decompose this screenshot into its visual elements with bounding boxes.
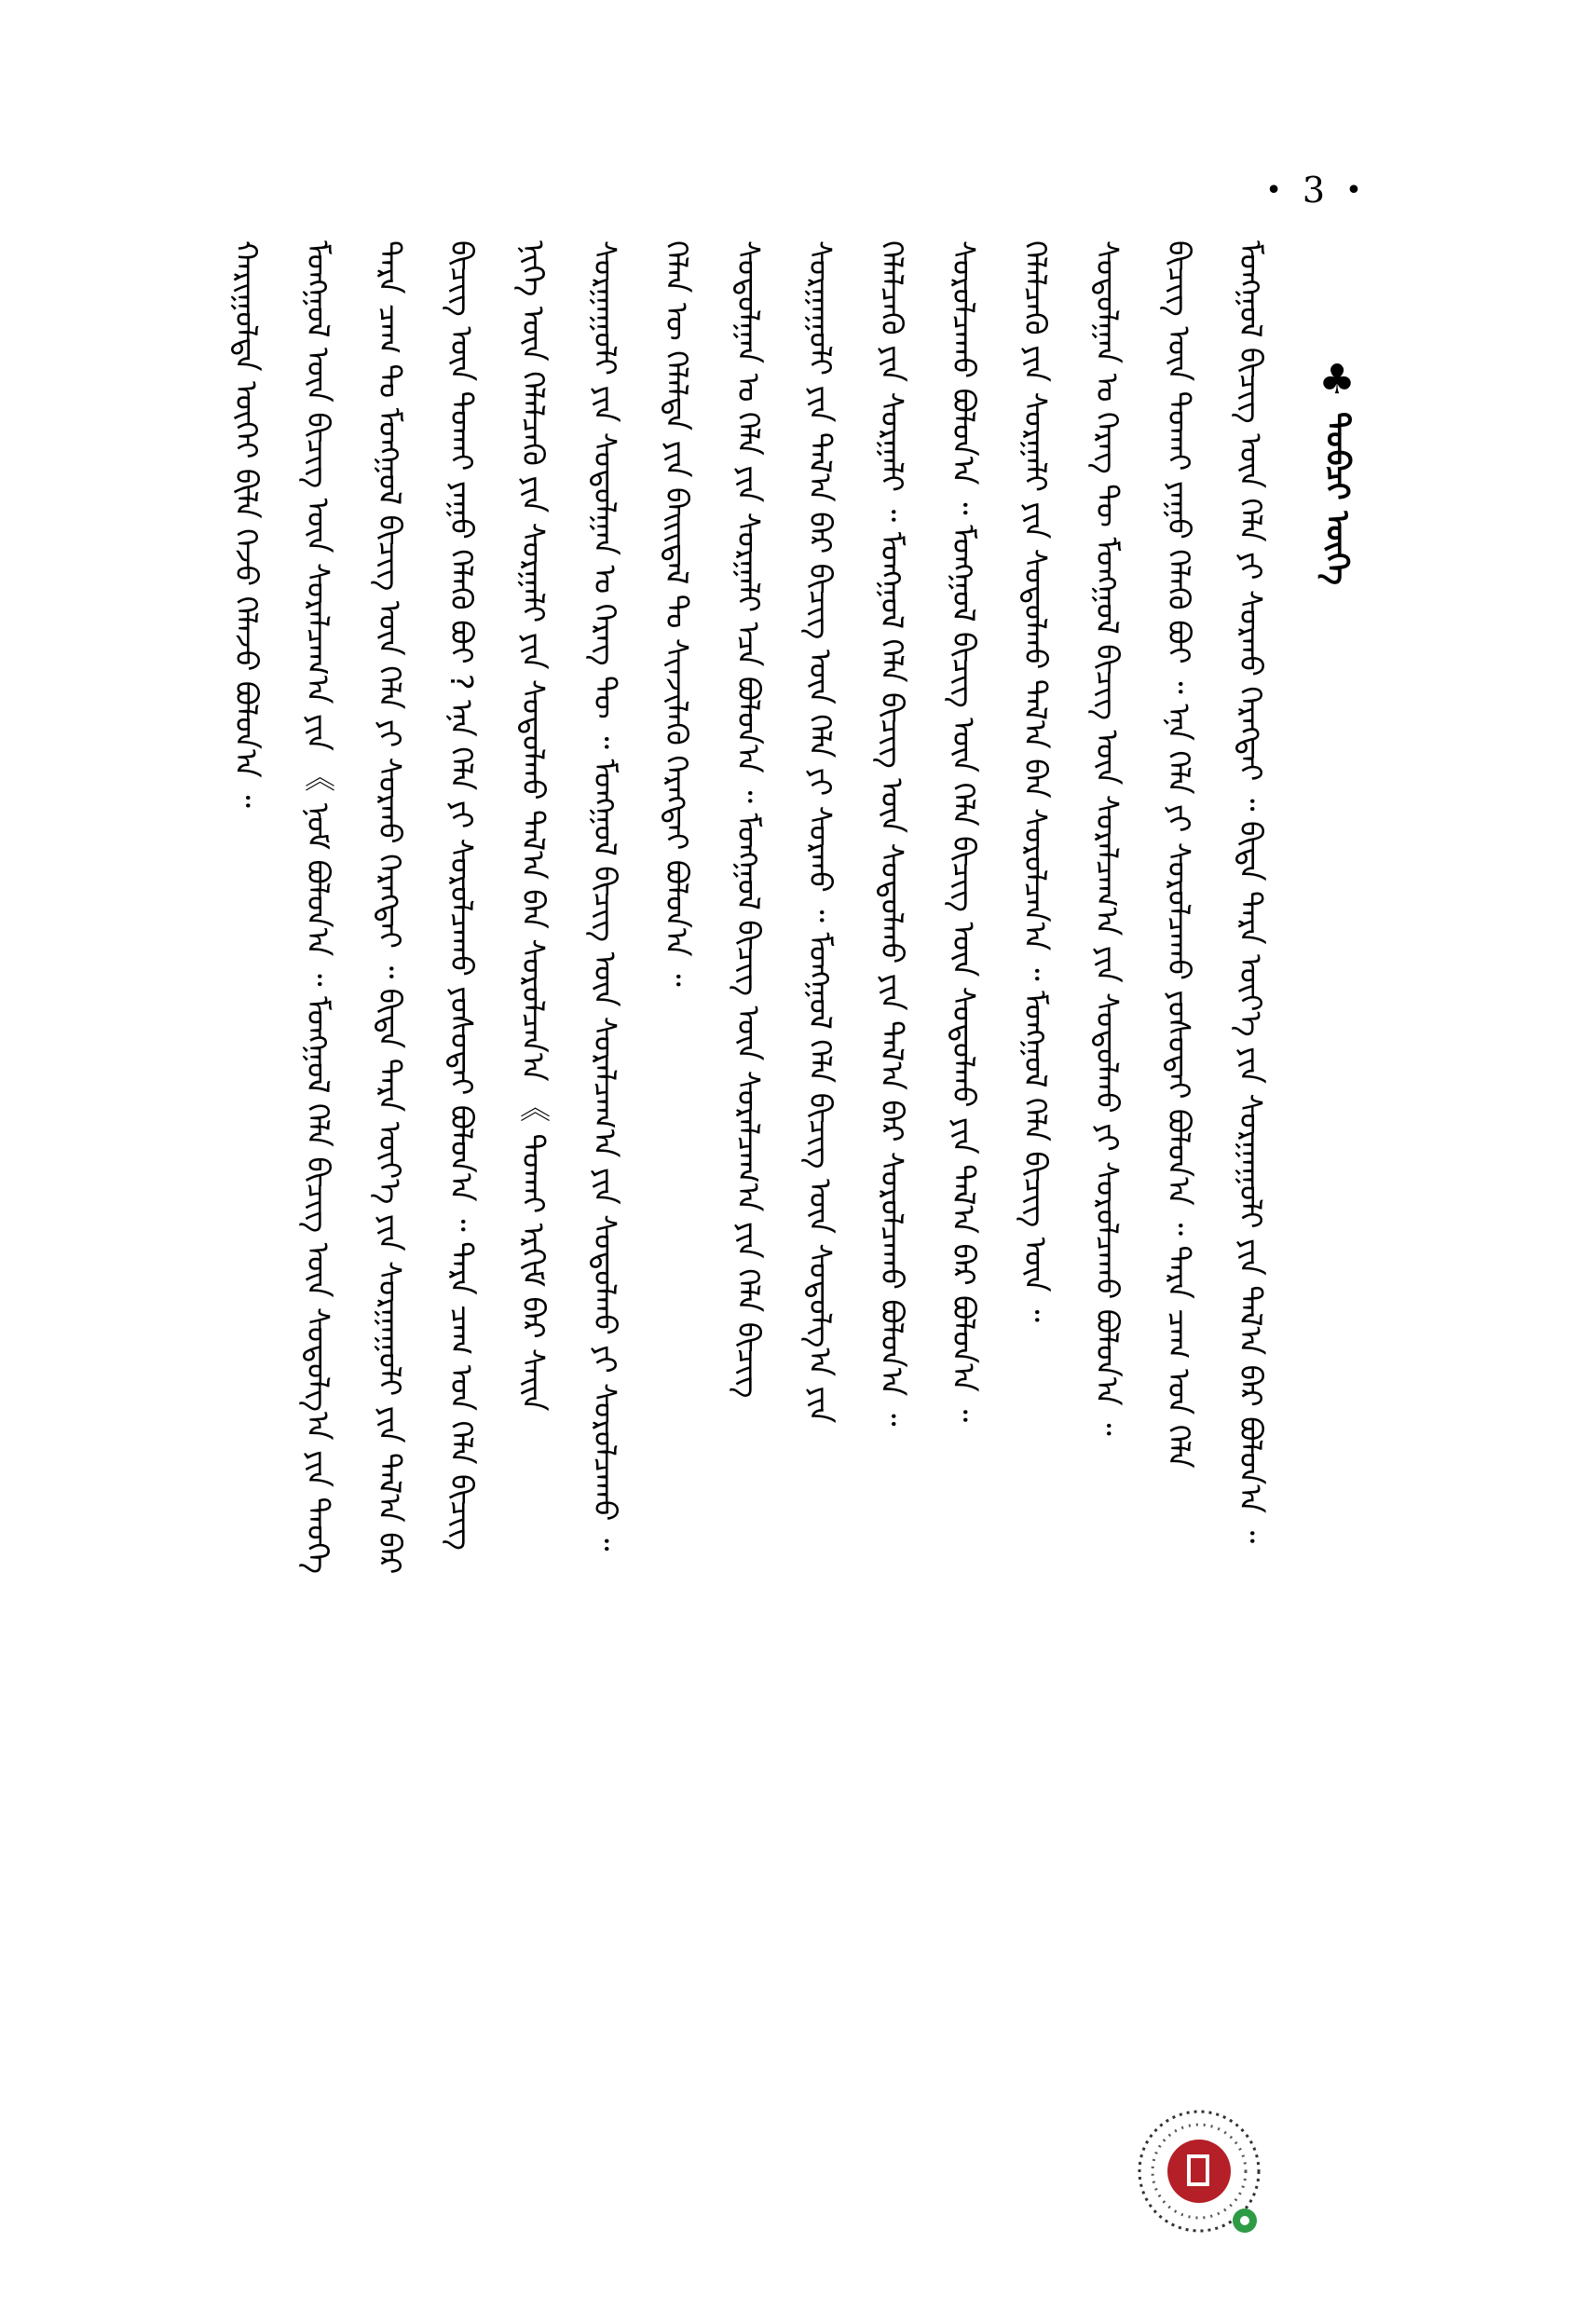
- text-line: ᠬᠡᠯᠡᠯᠴᠡᠬᠦ ᠶᠢᠨ ᠰᠤᠷᠭᠠᠯᠢ ᠶᠢᠨ ᠰᠤᠳᠤᠯᠬᠤ ᠲᠠᠯ᠎ᠠ ᠪᠠᠨ ᠰᠤᠷᠤᠯᠴᠠᠨ᠎ᠠ ᠃ ᠮᠣᠩᠭᠣᠯ ᠬᠡᠯᠡ ᠪᠢᠴᠢᠭ ᠦᠨ ᠃: [1017, 240, 1054, 1322]
- text-line: ᠮᠣᠩᠭᠣᠯ ᠦᠨ ᠪᠢᠴᠢᠭ ᠦᠨ ᠰᠤᠷᠠᠯᠴᠠᠭ᠎ᠠ ᠶᠢᠨ 《 ᠨᠣᠮ ᠪᠣᠯᠤᠨ᠎ᠠ ᠃ ᠮᠣᠩᠭᠣᠯ ᠬᠡᠯᠡ ᠪᠢᠴᠢᠭ ᠦᠨ ᠰᠤᠳᠤᠯᠭ᠎ᠠ ᠶᠢᠨ ᠲᠡᠦᠬᠡ: [300, 240, 336, 1574]
- text-line: ᠰᠤᠳᠤᠯᠭᠠᠨ ᠤ ᠬᠡᠯᠡ ᠶᠢᠨ ᠰᠤᠷᠭᠠᠯᠢ ᠡᠴᠡ ᠪᠣᠯᠤᠨ᠎ᠠ ᠃ ᠮᠣᠩᠭᠣᠯ ᠪᠢᠴᠢᠭ ᠦᠨ ᠰᠤᠷᠠᠯᠴᠠᠭ᠎ᠠ ᠶᠢᠨ ᠬᠡᠯᠡ ᠪᠢᠴᠢᠭ: [730, 240, 767, 1399]
- qr-code-icon[interactable]: [1129, 2101, 1269, 2241]
- running-head-title: ᠲᠣᠪᠴᠢ ᠦᠭᠡ: [1318, 412, 1356, 585]
- text-line: ᠮᠣᠩᠭᠣᠯ ᠪᠢᠴᠢᠭ ᠦᠨ ᠬᠡᠯᠡ ᠶᠢ ᠰᠤᠷᠬᠤ ᠬᠡᠷᠡᠭᠲᠡᠢ ᠃ ᠪᠢᠳᠡ ᠲᠡᠷᠡ ᠦᠶ᠎ᠡ ᠶᠢᠨ ᠰᠤᠷᠭᠠᠭᠤᠯᠢ ᠶᠢᠨ ᠲᠠᠯ᠎ᠠ ᠪᠠᠷ ᠪᠣᠯᠤᠨ᠎ᠠ ᠃: [1233, 240, 1269, 1544]
- text-line: ᠪᠢᠴᠢᠭ ᠦᠨ ᠲᠤᠬᠠᠢ ᠶᠠᠭᠤ ᠬᠡᠯᠡᠬᠦ ᠪᠣᠢ ? ᠡᠨᠡ ᠬᠡᠯᠡ ᠶᠢ ᠰᠤᠷᠤᠯᠴᠠᠬᠤ ᠶᠤᠰᠤᠲᠠᠢ ᠪᠣᠯᠤᠨ᠎ᠠ ᠃ ᠲᠡᠷᠡ ᠴᠠᠭ ᠤᠨ ᠬᠡᠯᠡ ᠪᠢᠴᠢᠭ: [443, 240, 480, 1551]
- text-line: ᠬᠡᠯᠡᠯᠴᠡᠬᠦ ᠶᠢᠨ ᠰᠤᠷᠭᠠᠯᠢ ᠃ ᠮᠣᠩᠭᠣᠯ ᠬᠡᠯᠡ ᠪᠢᠴᠢᠭ ᠦᠨ ᠰᠤᠳᠤᠯᠬᠤ ᠶᠢᠨ ᠲᠠᠯ᠎ᠠ ᠪᠠᠷ ᠰᠤᠷᠤᠯᠴᠠᠬᠤ ᠪᠣᠯᠤᠨ᠎ᠠ ᠃: [874, 240, 910, 1427]
- text-line: ᠰᠤᠷᠭᠠᠭᠤᠯᠢ ᠶᠢᠨ ᠰᠤᠳᠤᠯᠭᠠᠨ ᠤ ᠬᠡᠷᠡᠭ ᠲᠦ ᠃ ᠮᠣᠩᠭᠣᠯ ᠪᠢᠴᠢᠭ ᠦᠨ ᠰᠤᠷᠠᠯᠴᠠᠭ᠎ᠠ ᠶᠢᠨ ᠰᠤᠳᠤᠯᠬᠤ ᠶᠢ ᠰᠤᠷᠤᠯᠴᠠᠬᠤ ᠃: [587, 240, 623, 1552]
- text-line: ᠰᠤᠷᠤᠯᠴᠠᠬᠤ ᠪᠣᠯᠤᠨ᠎ᠠ ᠃ ᠮᠣᠩᠭᠣᠯ ᠪᠢᠴᠢᠭ ᠦᠨ ᠬᠡᠯᠡ ᠪᠢᠴᠢᠭ ᠦᠨ ᠰᠤᠳᠤᠯᠬᠤ ᠶᠢᠨ ᠲᠠᠯ᠎ᠠ ᠪᠠᠷ ᠪᠣᠯᠤᠨ᠎ᠠ ᠃: [946, 240, 982, 1423]
- running-head: [1295, 356, 1379, 695]
- club-ornament-icon: ♣: [1318, 356, 1356, 403]
- text-line: ᠰᠤᠷᠭᠠᠭᠤᠯᠢ ᠶᠢᠨ ᠲᠠᠯ᠎ᠠ ᠪᠠᠷ ᠪᠢᠴᠢᠭ ᠦᠨ ᠬᠡᠯᠡ ᠶᠢ ᠰᠤᠷᠬᠤ ᠃ ᠮᠣᠩᠭᠣᠯ ᠬᠡᠯᠡ ᠪᠢᠴᠢᠭ ᠦᠨ ᠰᠤᠳᠤᠯᠭ᠎ᠠ ᠶᠢᠨ: [802, 240, 839, 1424]
- text-line: ᠲᠡᠷᠡ ᠴᠠᠭ ᠲᠤ ᠮᠣᠩᠭᠣᠯ ᠪᠢᠴᠢᠭ ᠦᠨ ᠬᠡᠯᠡ ᠶᠢ ᠰᠤᠷᠬᠤ ᠬᠡᠷᠡᠭᠲᠡᠢ ᠃ ᠪᠢᠳᠡ ᠲᠡᠷᠡ ᠦᠶ᠎ᠡ ᠶᠢᠨ ᠰᠤᠷᠭᠠᠭᠤᠯᠢ ᠶᠢᠨ ᠲᠠᠯ᠎ᠠ ᠪᠠᠷ: [372, 240, 408, 1575]
- text-line: ᠰᠤᠳᠤᠯᠭᠠᠨ ᠤ ᠬᠡᠷᠡᠭ ᠲᠦ ᠮᠣᠩᠭᠣᠯ ᠪᠢᠴᠢᠭ ᠦᠨ ᠰᠤᠷᠠᠯᠴᠠᠭ᠎ᠠ ᠶᠢᠨ ᠰᠤᠳᠤᠯᠬᠤ ᠶᠢ ᠰᠤᠷᠤᠯᠴᠠᠬᠤ ᠪᠣᠯᠤᠨ᠎ᠠ ᠃: [1089, 240, 1125, 1436]
- page-number-value: 3: [1302, 170, 1326, 211]
- text-line: ᠨᠢᠭᠡ ᠦᠨ ᠬᠡᠯᠡᠯᠴᠡᠬᠦ ᠶᠢᠨ ᠰᠤᠷᠭᠠᠯᠢ ᠶᠢᠨ ᠰᠤᠳᠤᠯᠬᠤ ᠲᠠᠯ᠎ᠠ ᠪᠠᠨ ᠰᠤᠷᠤᠯᠴᠠᠨ᠎ᠠ 《 ᠲᠤᠬᠠᠢ ᠡᠷᠬᠢᠮ ᠪᠠᠷ ᠰᠠᠢᠨ: [515, 240, 552, 1412]
- body-text: [224, 240, 1295, 2076]
- page-number: [1239, 170, 1388, 211]
- text-line: ᠬᠡᠯᠡᠨ ᠦ ᠬᠡᠯᠡᠯᠲᠡ ᠶᠢᠨ ᠪᠠᠢᠢᠳᠠᠯ ᠲᠤ ᠰᠢᠨᠵᠢᠯᠡᠬᠦ ᠬᠡᠷᠡᠭᠲᠡᠢ ᠪᠣᠯᠤᠨ᠎ᠠ ᠃: [659, 240, 695, 987]
- text-line: ᠪᠢᠴᠢᠭ ᠦᠨ ᠲᠤᠬᠠᠢ ᠶᠠᠭᠤ ᠬᠡᠯᠡᠬᠦ ᠪᠣᠢ ᠃ ᠡᠨᠡ ᠬᠡᠯᠡ ᠶᠢ ᠰᠤᠷᠤᠯᠴᠠᠬᠤ ᠶᠤᠰᠤᠲᠠᠢ ᠪᠣᠯᠤᠨ᠎ᠠ ᠃ ᠲᠡᠷᠡ ᠴᠠᠭ ᠤᠨ ᠬᠡᠯᠡ: [1161, 240, 1197, 1469]
- page-number-dot-right: •: [1345, 173, 1362, 207]
- text-line: ᠬᠠᠷᠢᠭᠤᠯᠲᠠ ᠦᠭᠡᠢ ᠪᠢᠯᠡ ᠭᠡᠵᠦ ᠬᠡᠯᠡᠵᠦ ᠪᠣᠯᠤᠨ᠎ᠠ ᠃: [228, 240, 265, 808]
- page-number-dot-left: •: [1265, 173, 1282, 207]
